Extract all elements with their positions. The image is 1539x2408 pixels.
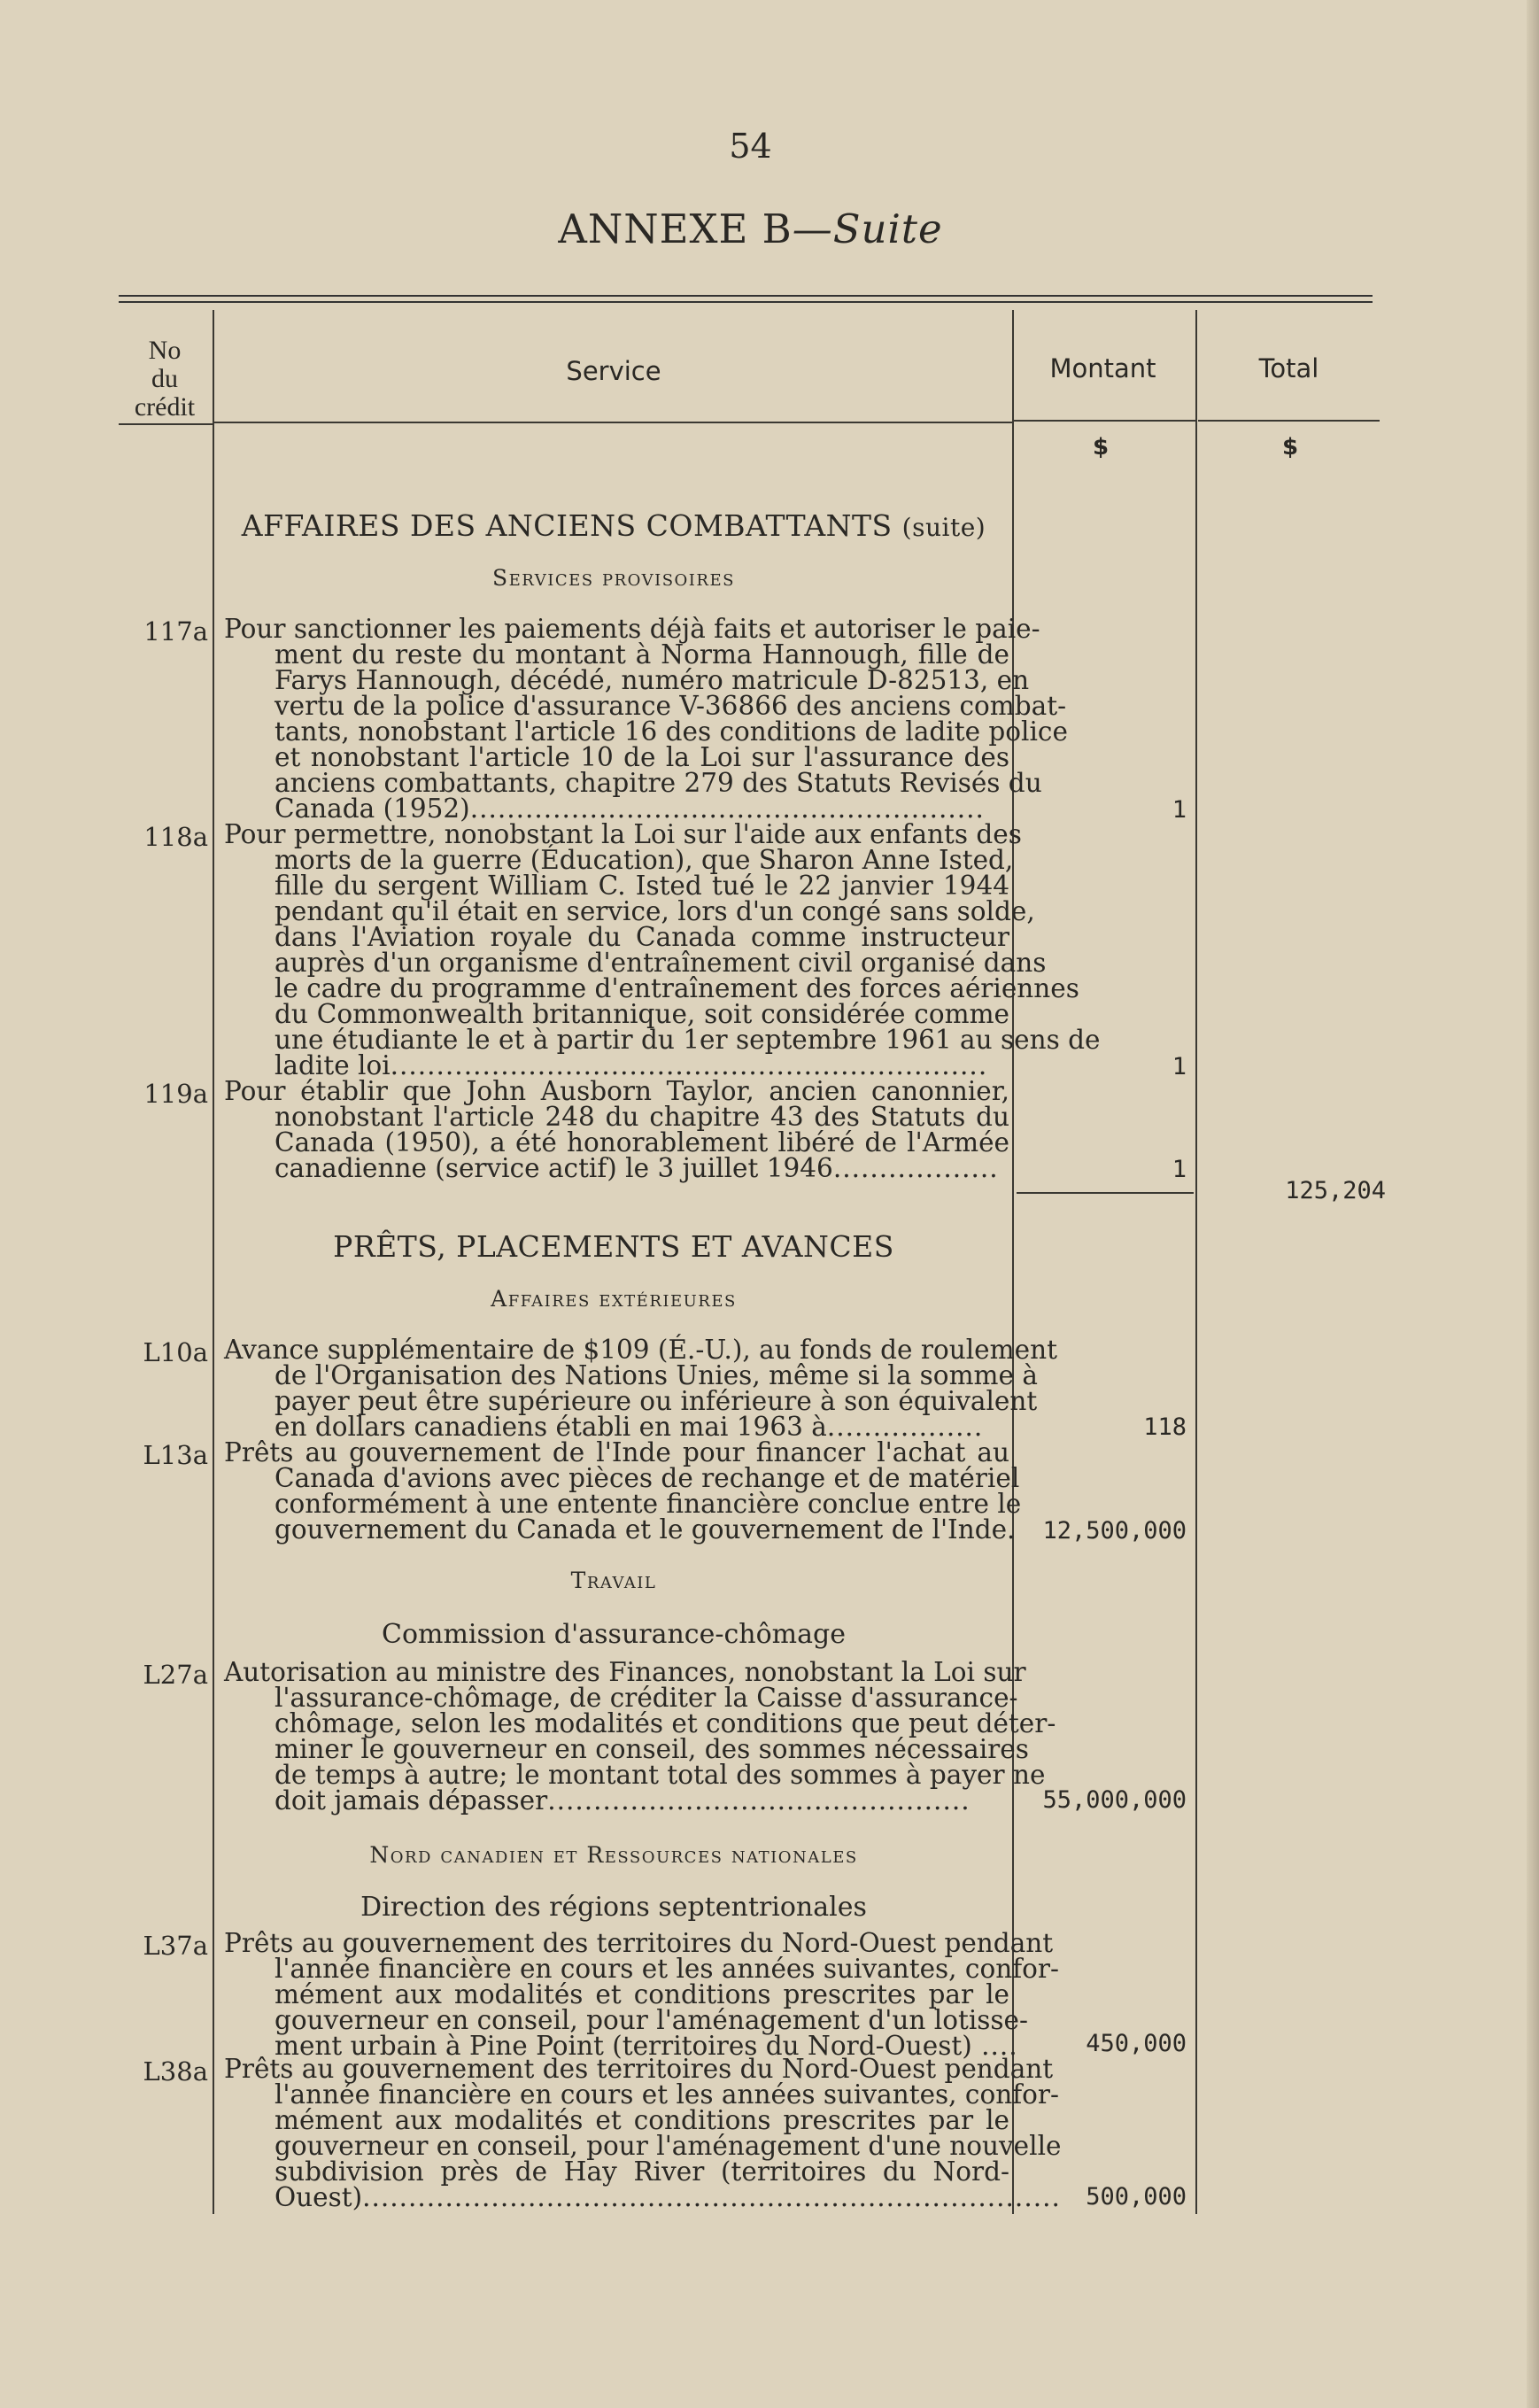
item-description: Pour sanctionner les paiements déjà faits et autoriser le paie- ment du reste du montant à Norma Hannough, fille de Farys Hannough, décédé, numéro matricule D-82513, en vertu de la police d'assurance V-36866 des anciens combat- tants, nonobstant l'article 16 des conditions de ladite police et nonobstant l'article 10 de la Loi sur l'assurance des anciens combattants, chapitre 279 des Statuts Revisés du Canada (1952)........................................................: [224, 614, 1068, 824]
header-rule-montant: [1014, 420, 1195, 422]
subtotal-rule: [1017, 1192, 1194, 1194]
currency-montant: $: [1093, 434, 1110, 461]
credit-number: 118a: [143, 822, 208, 852]
item-amount: 118: [1143, 1413, 1187, 1441]
section-subtitle: Travail: [570, 1568, 657, 1593]
credit-number: 119a: [143, 1079, 208, 1109]
credit-number: 117a: [143, 616, 208, 647]
column-divider-montant: [1195, 310, 1197, 2214]
section-subtitle: Nord canadien et Ressources nationales: [369, 1842, 858, 1868]
header-rule-total: [1198, 420, 1380, 422]
header-credit: No du crédit: [134, 336, 196, 422]
page-edge: [1527, 0, 1539, 2408]
double-rule-bottom: [119, 301, 1373, 303]
header-service: Service: [566, 356, 661, 386]
item-description: Autorisation au ministre des Finances, nonobstant la Loi sur l'assurance-chômage, de créditer la Caisse d'assurance- chômage, selon les modalités et conditions que peut déter- miner le gouverneur en conseil, des sommes nécessaires de temps à autre; le montant total des sommes à payer ne doit jamais dépasser..............................................: [224, 1657, 1056, 1816]
double-rule-top: [119, 295, 1373, 297]
item-amount: 12,500,000: [1042, 1517, 1187, 1545]
item-amount: 450,000: [1086, 2030, 1187, 2057]
item-amount: 1: [1172, 1053, 1187, 1080]
section-subheading: Direction des régions septentrionales: [360, 1892, 867, 1923]
item-amount: 1: [1172, 1156, 1187, 1183]
column-divider-credit: [213, 310, 214, 2214]
item-description: Avance supplémentaire de $109 (É.-U.), au fonds de roulement de l'Organisation des Nations Unies, même si la somme à payer peut être supérieure ou inférieure à son équivalent en dollars canadiens établi en mai 1963 à.................: [224, 1335, 1057, 1442]
page-number: 54: [729, 127, 772, 166]
section-subheading: Commission d'assurance-chômage: [382, 1619, 846, 1650]
item-amount: 1: [1172, 796, 1187, 824]
section-title: PRÊTS, PLACEMENTS ET AVANCES: [333, 1229, 894, 1264]
header-total: Total: [1258, 353, 1319, 383]
credit-number: L37a: [143, 1931, 208, 1961]
section-subtitle: Affaires extérieures: [491, 1286, 737, 1312]
credit-number: L13a: [143, 1440, 208, 1470]
item-description: Prêts au gouvernement de l'Inde pour financer l'achat au Canada d'avions avec pièces de rechange et de matériel conformément à une entente financière conclue entre le gouvernement du Canada et le gouvernement de l'Inde.: [224, 1437, 1022, 1545]
header-montant: Montant: [1049, 353, 1156, 383]
section-subtitle: Services provisoires: [492, 565, 735, 591]
item-description: Pour permettre, nonobstant la Loi sur l'aide aux enfants des morts de la guerre (Éducation), que Sharon Anne Isted, fille du sergent William C. Isted tué le 22 janvier 1944 pendant qu'il était en service, lors d'un congé sans solde, dans l'Aviation royale du Canada comme instructeur auprès d'un organisme d'entraînement civil organisé dans le cadre du programme d'entraînement des forces aériennes du Commonwealth britannique, soit considérée comme une étudiante le et à partir du 1er septembre 1961 au sens de ladite loi.................................................................: [224, 819, 1101, 1080]
header-rule-service: [214, 422, 1012, 423]
credit-number: L38a: [143, 2056, 208, 2087]
item-description: Pour établir que John Ausborn Taylor, ancien canonnier, nonobstant l'article 248 du chapitre 43 des Statuts du Canada (1950), a été honorablement libéré de l'Armée canadienne (service actif) le 3 juillet 1946..................: [224, 1076, 1009, 1183]
item-amount: 500,000: [1086, 2183, 1187, 2211]
header-rule-credit: [119, 423, 213, 425]
annex-title: ANNEXE B—Suite: [558, 205, 943, 252]
item-description: Prêts au gouvernement des territoires du Nord-Ouest pendant l'année financière en cours et les années suivantes, confor- mément aux modalités et conditions prescrites par le gouverneur en conseil, pour l'aménagement d'un lotisse- ment urbain à Pine Point (territoires du Nord-Ouest) ....: [224, 1928, 1059, 2061]
credit-number: L27a: [143, 1660, 208, 1690]
section-total: 125,204: [1285, 1177, 1386, 1204]
item-amount: 55,000,000: [1042, 1786, 1187, 1814]
currency-total: $: [1282, 434, 1299, 461]
section-title: AFFAIRES DES ANCIENS COMBATTANTS (suite): [241, 508, 986, 543]
item-description: Prêts au gouvernement des territoires du Nord-Ouest pendant l'année financière en cours et les années suivantes, confor- mément aux modalités et conditions prescrites par le gouverneur en conseil, pour l'aménagement d'une nouvelle subdivision près de Hay River (territoires du Nord- Ouest)............................................................................: [224, 2054, 1062, 2212]
credit-number: L10a: [143, 1337, 208, 1367]
